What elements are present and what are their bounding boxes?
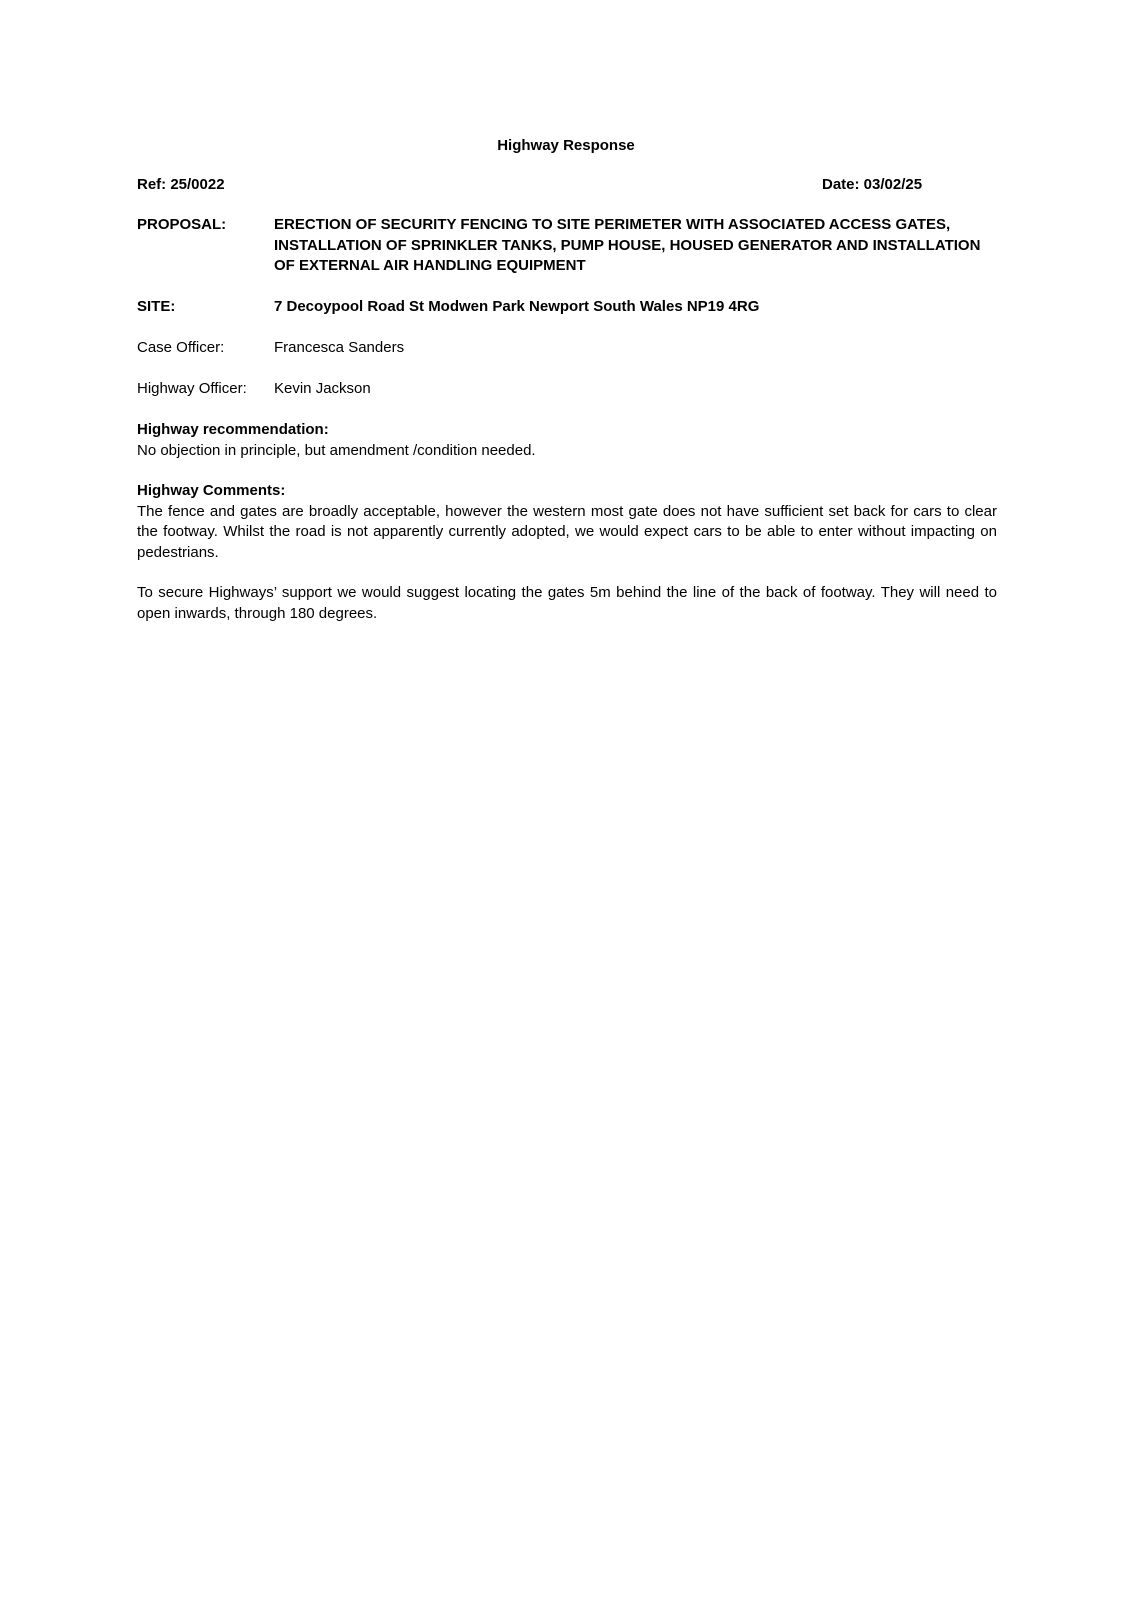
site-value: 7 Decoypool Road St Modwen Park Newport South Wales NP19 4RG [274,298,760,315]
highway-officer-value: Kevin Jackson [274,380,371,397]
ref-date-row [137,175,932,196]
comments-followup-section [137,583,997,624]
document-title: Highway Response [497,137,635,154]
case-officer-field [137,338,997,359]
recommendation-section [137,420,997,461]
highway-officer-field [137,379,997,400]
case-officer-label: Case Officer: [137,339,225,356]
recommendation-heading: Highway recommendation: [137,421,329,438]
response-date: Date: 03/02/25 [822,176,923,193]
proposal-value: ERECTION OF SECURITY FENCING TO SITE PERIMETER WITH ASSOCIATED ACCESS GATES, INSTALLATION OF SPRINKLER TANKS, PUMP HOUSE, HOUSED GENERATOR AND INSTALLATION OF EXTERNAL AIR HANDLING EQUIPMENT [274,216,981,274]
site-label: SITE: [137,298,176,315]
comments-heading: Highway Comments: [137,482,286,499]
site-field [137,297,997,318]
comments-paragraph-2: To secure Highways’ support we would suggest locating the gates 5m behind the line of the back of footway. They will need to open inwards, through 180 degrees. [137,584,997,622]
comments-section [137,481,997,563]
case-officer-value: Francesca Sanders [274,339,405,356]
recommendation-text: No objection in principle, but amendment /condition needed. [137,441,536,459]
comments-paragraph-1: The fence and gates are broadly acceptable, however the western most gate does not have sufficient set back for cars to clear the footway. Whilst the road is not apparently currently adopted, we would expect cars to be able to enter without impacting on pedestrians. [137,502,997,561]
proposal-label: PROPOSAL: [137,216,227,233]
reference-number: Ref: 25/0022 [137,176,225,193]
proposal-field [137,215,997,277]
highway-officer-label: Highway Officer: [137,380,247,397]
